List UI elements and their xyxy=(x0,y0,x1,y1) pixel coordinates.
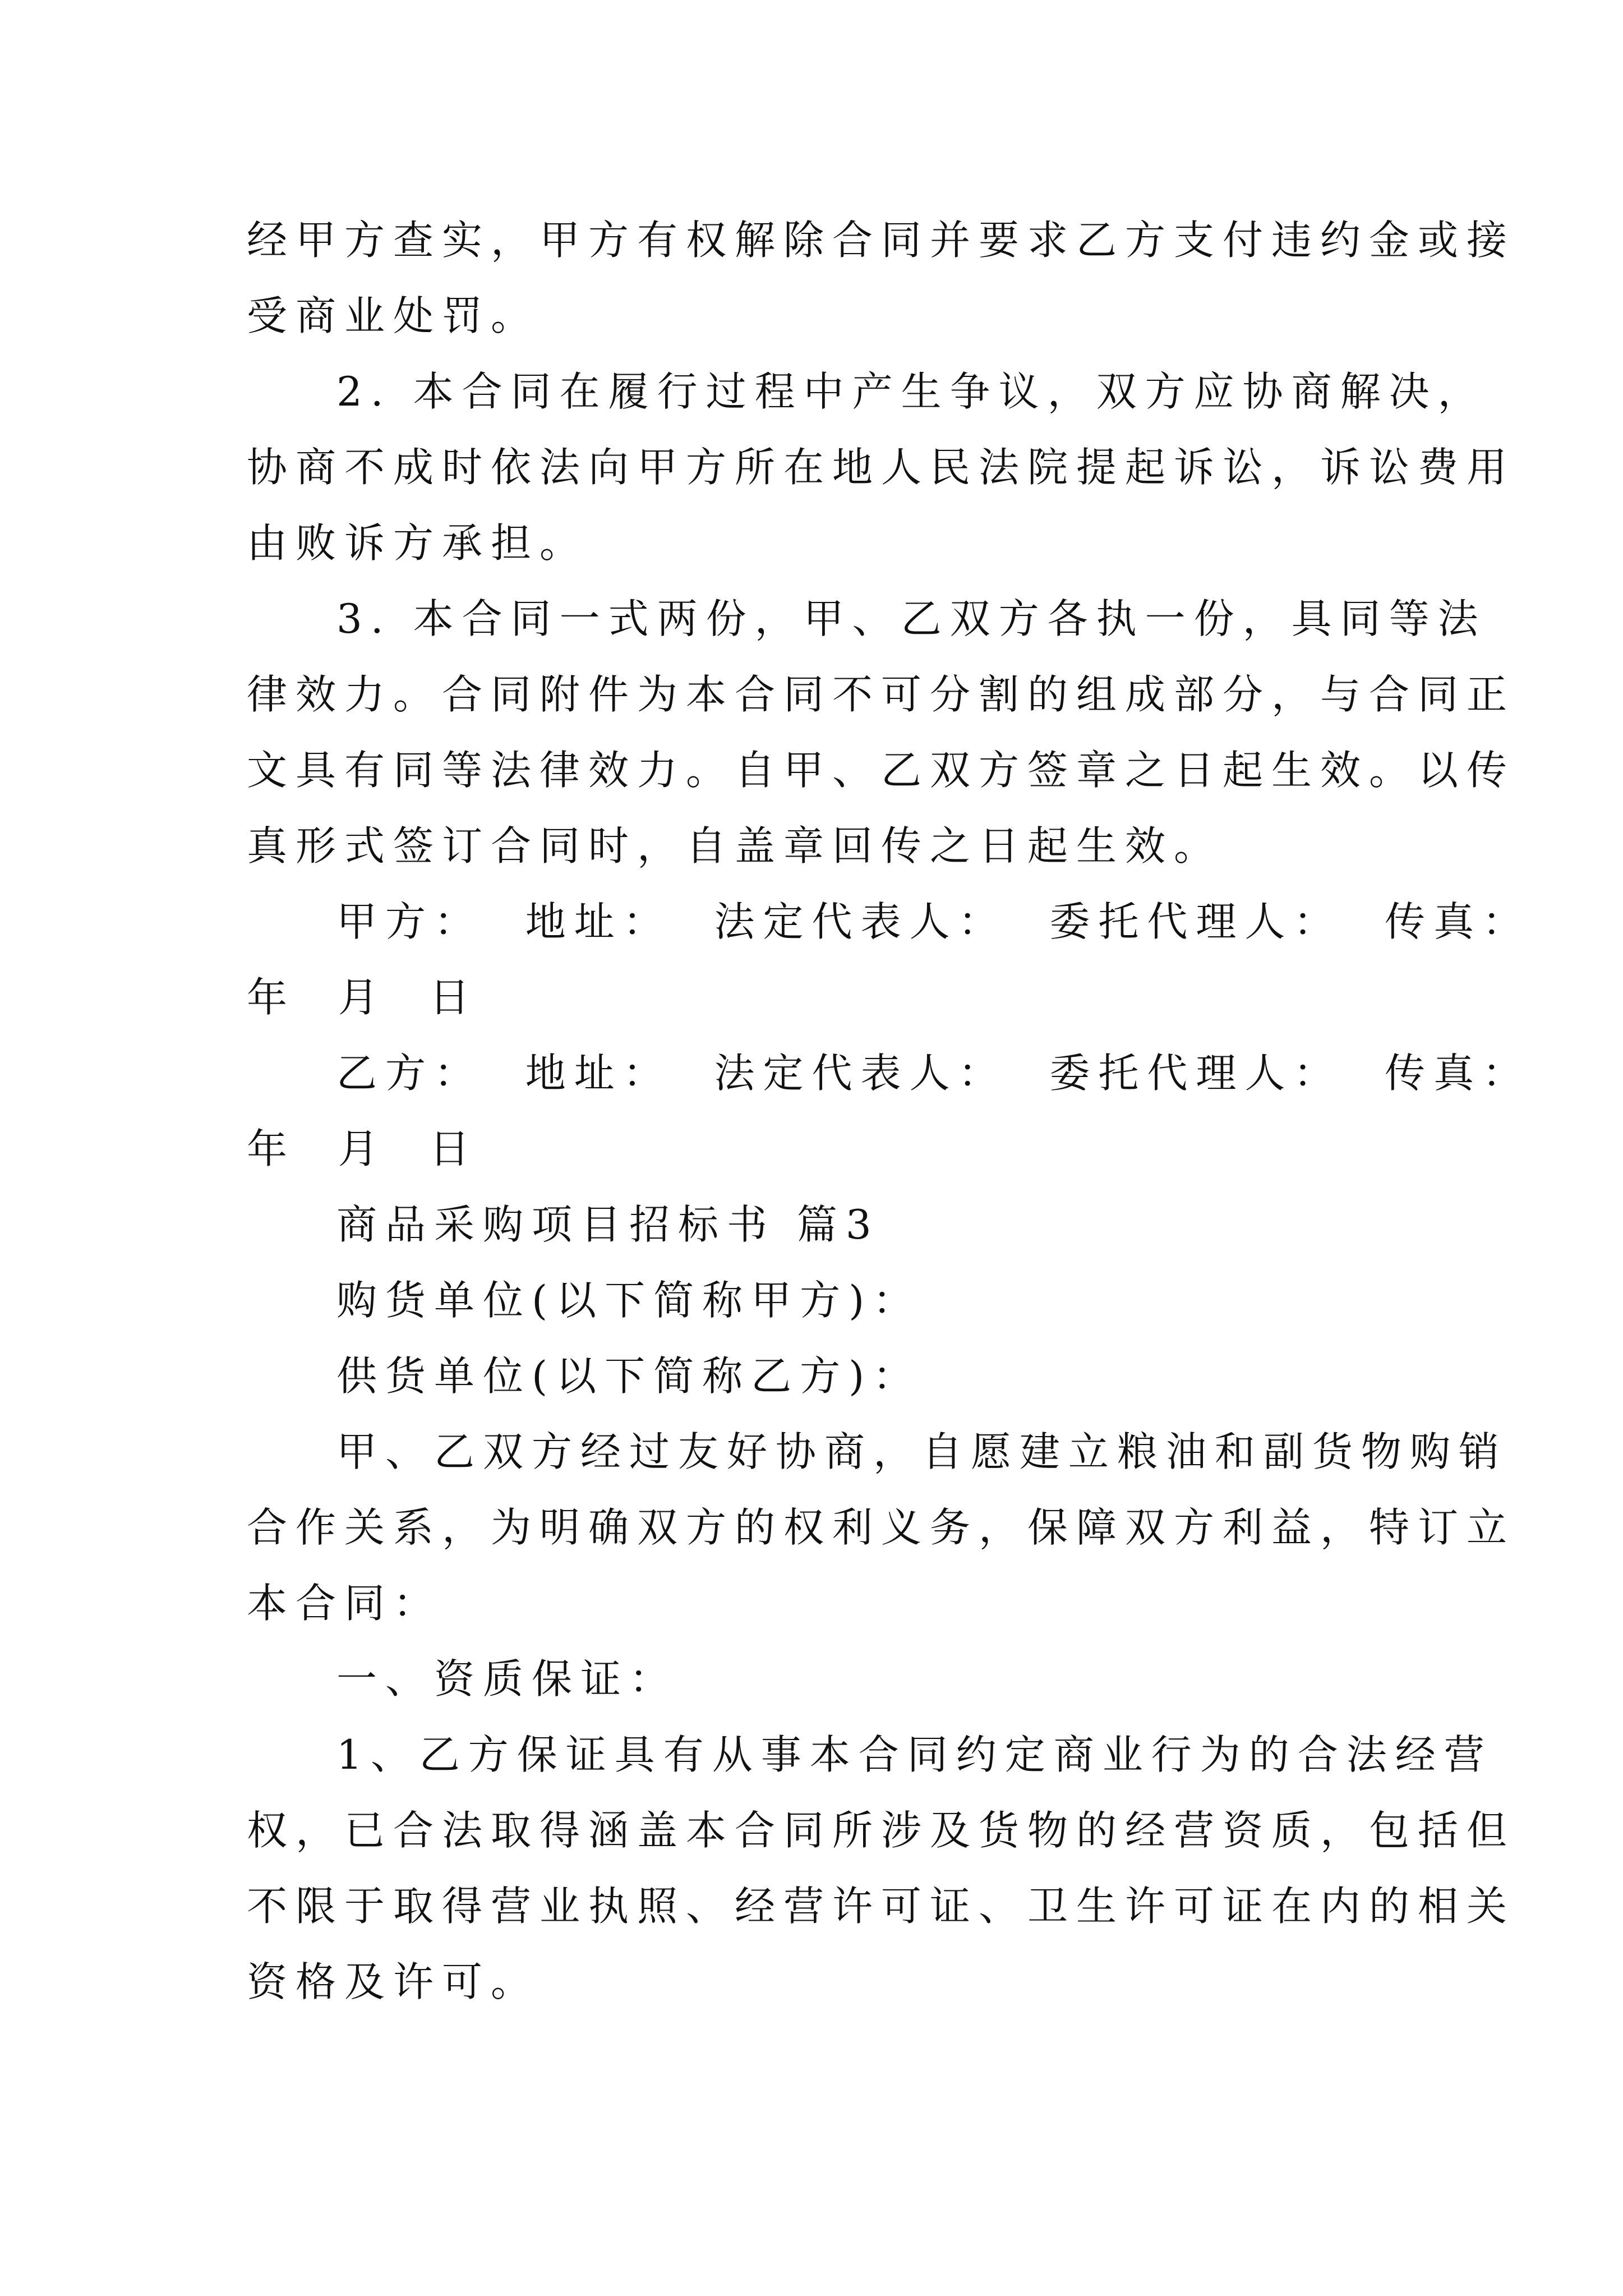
text-line: 律效力。合同附件为本合同不可分割的组成部分，与合同正 xyxy=(247,671,1516,718)
text-line: 甲、乙双方经过友好协商，自愿建立粮油和副货物购销 xyxy=(336,1428,1508,1475)
text-line: 2. 本合同在履行过程中产生争议，双方应协商解决， xyxy=(336,368,1487,415)
text-line: 合作关系，为明确双方的权利义务，保障双方利益，特订立 xyxy=(247,1504,1516,1551)
text-line: 文具有同等法律效力。自甲、乙双方签章之日起生效。以传 xyxy=(247,747,1516,794)
text-line: 1、乙方保证具有从事本合同约定商业行为的合法经营 xyxy=(336,1731,1493,1778)
buyer-line: 购货单位(以下简称甲方)： xyxy=(336,1277,922,1324)
text-line: 权，已合法取得涵盖本合同所涉及货物的经营资质，包括但 xyxy=(247,1807,1516,1854)
date-line-party-b: 年 月 日 xyxy=(247,1125,478,1172)
date-line-party-a: 年 月 日 xyxy=(247,974,478,1021)
signature-line-party-b: 乙方： 地址： 法定代表人： 委托代理人： 传真： xyxy=(336,1050,1532,1097)
section-heading: 商品采购项目招标书 篇3 xyxy=(336,1201,880,1248)
text-line: 受商业处罚。 xyxy=(247,292,540,339)
supplier-line: 供货单位(以下简称乙方)： xyxy=(336,1352,922,1400)
text-line: 不限于取得营业执照、经营许可证、卫生许可证在内的相关 xyxy=(247,1883,1516,1930)
text-line: 经甲方查实，甲方有权解除合同并要求乙方支付违约金或接 xyxy=(247,217,1516,264)
text-line: 由败诉方承担。 xyxy=(247,519,589,567)
text-line: 本合同： xyxy=(247,1580,442,1627)
text-line: 真形式签订合同时，自盖章回传之日起生效。 xyxy=(247,822,1223,869)
text-line: 协商不成时依法向甲方所在地人民法院提起诉讼，诉讼费用 xyxy=(247,444,1516,491)
text-line: 3. 本合同一式两份，甲、乙双方各执一份，具同等法 xyxy=(336,595,1487,642)
text-line: 资格及许可。 xyxy=(247,1958,540,2005)
clause-heading: 一、资质保证： xyxy=(336,1655,679,1703)
signature-line-party-a: 甲方： 地址： 法定代表人： 委托代理人： 传真： xyxy=(336,898,1532,945)
